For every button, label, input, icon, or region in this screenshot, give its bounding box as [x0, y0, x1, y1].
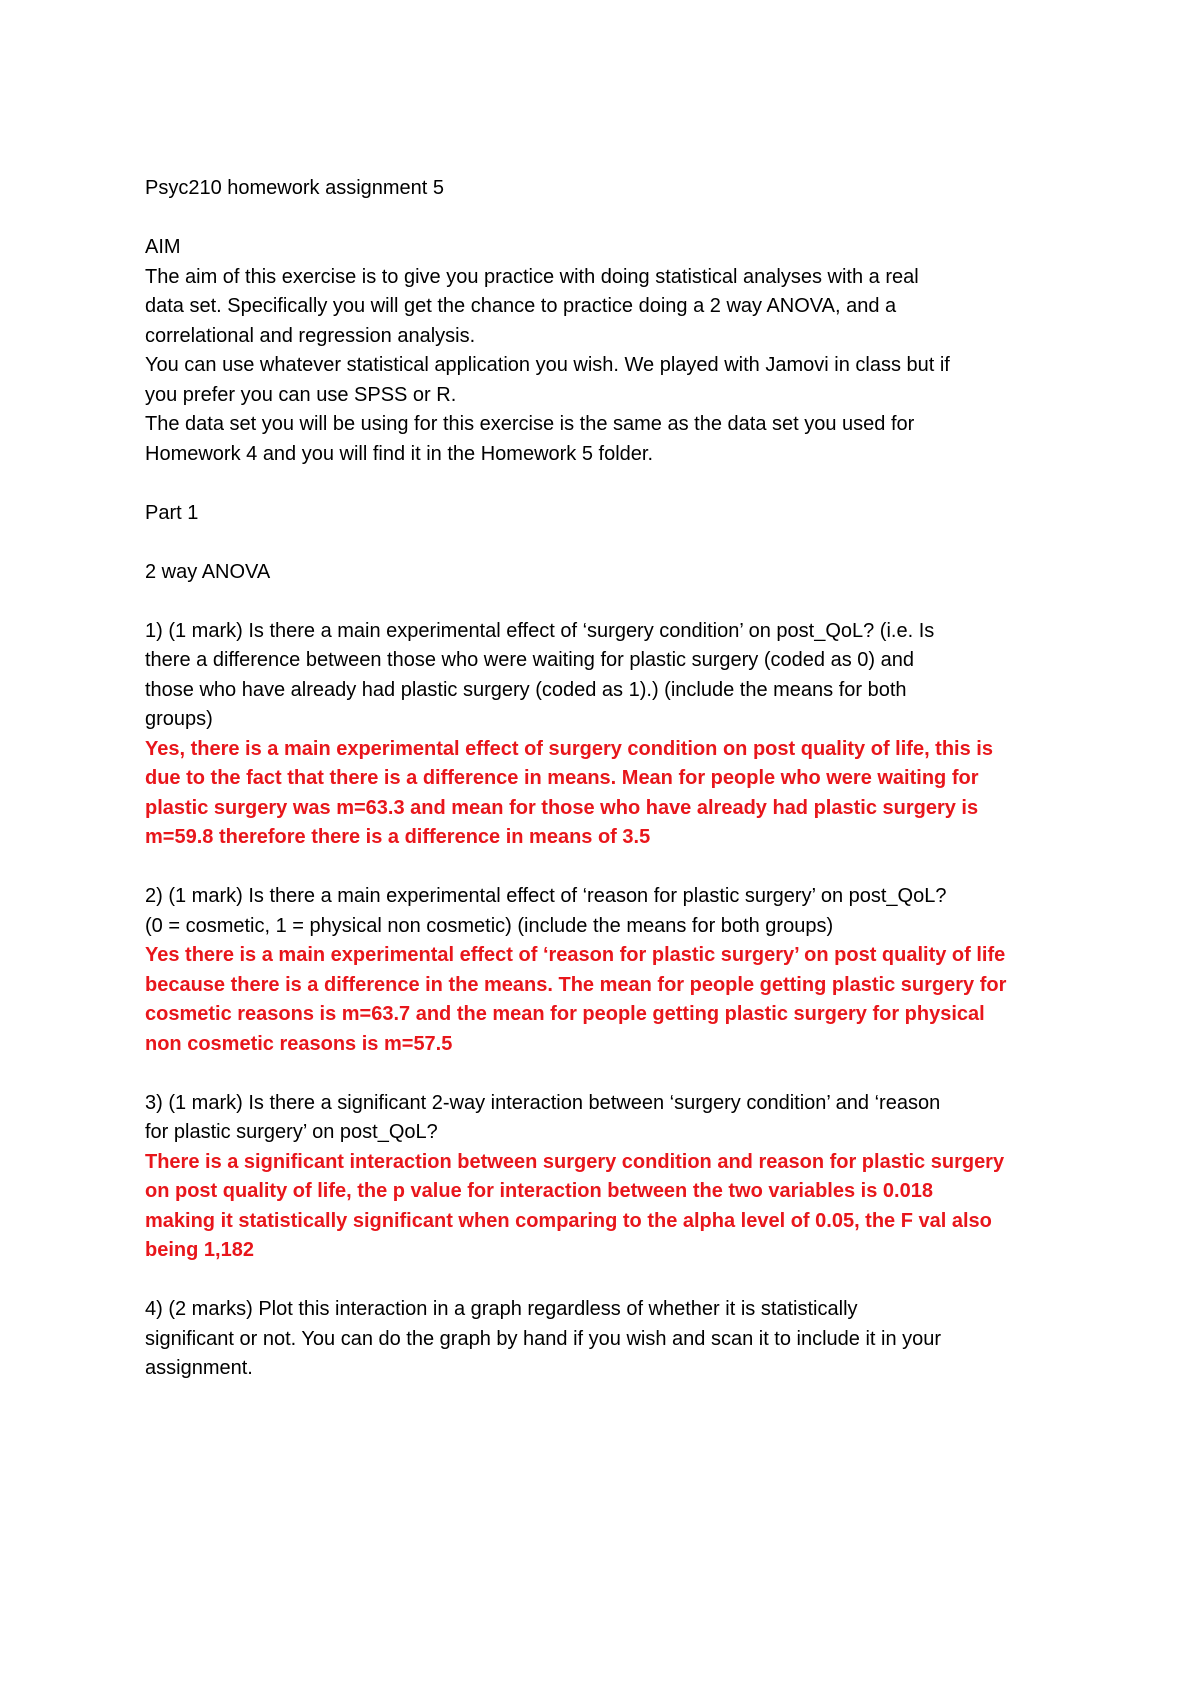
question-line: assignment.	[145, 1357, 253, 1379]
answer-line: due to the fact that there is a difference in means. Mean for people who were waiting for	[145, 767, 979, 789]
question-line: those who have already had plastic surgery (coded as 1).) (include the means for both	[145, 678, 907, 701]
answer-line: being 1,182	[145, 1239, 254, 1261]
answer-line: making it statistically significant when comparing to the alpha level of 0.05, the F val also	[145, 1209, 992, 1232]
spacer	[145, 528, 1075, 558]
question-3	[145, 1089, 1075, 1266]
question-line: 2) (1 mark) Is there a main experimental effect of ‘reason for plastic surgery’ on post_QoL?	[145, 885, 947, 907]
answer-line: because there is a difference in the means. The mean for people getting plastic surgery for	[145, 973, 1007, 996]
question-4	[145, 1295, 1075, 1384]
aim-line: You can use whatever statistical application you wish. We played with Jamovi in class but if	[145, 354, 950, 376]
question-line: (0 = cosmetic, 1 = physical non cosmetic) (include the means for both groups)	[145, 914, 834, 937]
spacer	[145, 1059, 1075, 1089]
answer-line: non cosmetic reasons is m=57.5	[145, 1032, 453, 1055]
question-line: 3) (1 mark) Is there a significant 2-way interaction between ‘surgery condition’ and ‘reason	[145, 1091, 941, 1114]
aim-line: data set. Specifically you will get the chance to practice doing a 2 way ANOVA, and a	[145, 295, 897, 317]
spacer	[145, 204, 1075, 234]
spacer	[145, 1266, 1075, 1296]
spacer	[145, 587, 1075, 617]
answer-line: plastic surgery was m=63.3 and mean for those who have already had plastic surgery is	[145, 796, 979, 819]
part-heading: Part 1	[145, 501, 199, 524]
spacer	[145, 469, 1075, 499]
question-1	[145, 617, 1075, 853]
answer-line: cosmetic reasons is m=63.7 and the mean for people getting plastic surgery for physical	[145, 1003, 985, 1025]
part-subheading: 2 way ANOVA	[145, 560, 271, 583]
document-page	[145, 174, 1075, 1384]
question-line: 4) (2 marks) Plot this interaction in a graph regardless of whether it is statistically	[145, 1298, 858, 1320]
aim-heading: AIM	[145, 236, 181, 258]
aim-line: Homework 4 and you will find it in the Homework 5 folder.	[145, 442, 654, 465]
aim-line: you prefer you can use SPSS or R.	[145, 383, 457, 406]
question-line: for plastic surgery’ on post_QoL?	[145, 1121, 438, 1143]
question-line: there a difference between those who were waiting for plastic surgery (coded as 0) and	[145, 649, 914, 671]
aim-section	[145, 233, 1075, 469]
aim-line: The data set you will be using for this exercise is the same as the data set you used for	[145, 413, 915, 435]
aim-line: correlational and regression analysis.	[145, 324, 476, 347]
question-line: significant or not. You can do the graph by hand if you wish and scan it to include it in your	[145, 1327, 942, 1350]
spacer	[145, 853, 1075, 883]
question-line: groups)	[145, 708, 213, 730]
document-title: Psyc210 homework assignment 5	[145, 177, 445, 199]
question-line: 1) (1 mark) Is there a main experimental effect of ‘surgery condition’ on post_QoL? (i.e. Is	[145, 619, 935, 642]
answer-line: on post quality of life, the p value for interaction between the two variables is 0.018	[145, 1180, 933, 1202]
answer-line: m=59.8 therefore there is a difference in means of 3.5	[145, 826, 651, 848]
answer-line: Yes there is a main experimental effect of ‘reason for plastic surgery’ on post quality of life	[145, 944, 1006, 966]
answer-line: There is a significant interaction between surgery condition and reason for plastic surgery	[145, 1150, 1005, 1173]
aim-line: The aim of this exercise is to give you practice with doing statistical analyses with a real	[145, 265, 919, 288]
answer-line: Yes, there is a main experimental effect of surgery condition on post quality of life, this is	[145, 737, 993, 760]
question-2	[145, 882, 1075, 1059]
